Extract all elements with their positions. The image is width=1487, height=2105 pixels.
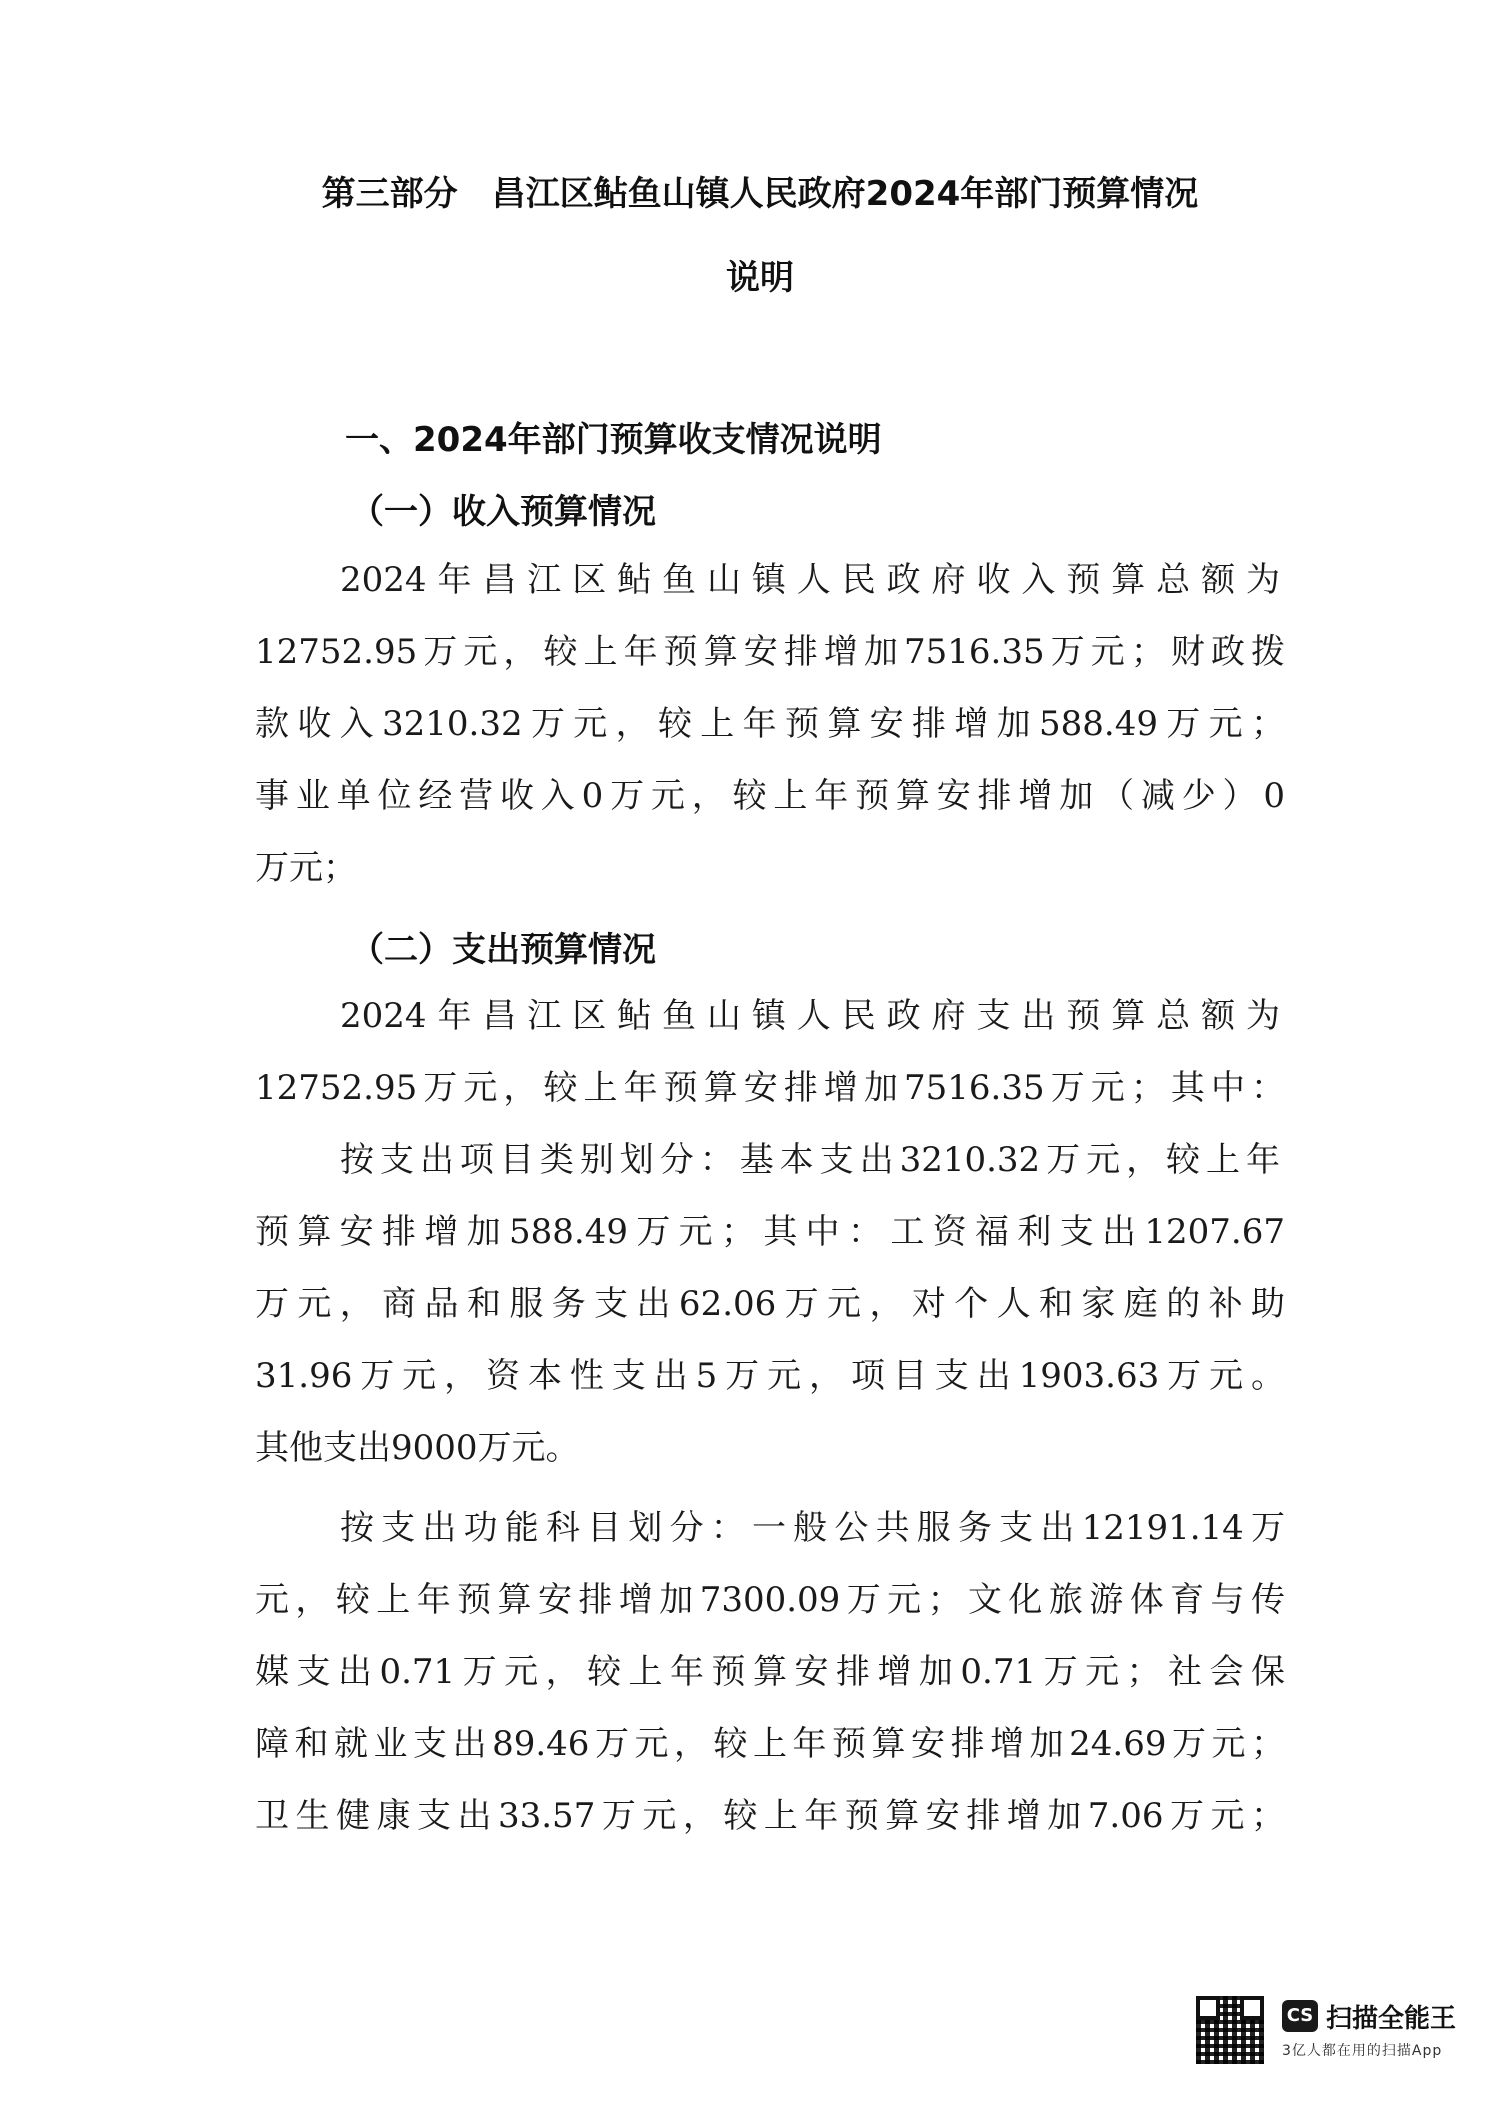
page-title-line2: 说明 xyxy=(726,258,794,298)
expense-line: 2024年昌江区鲇鱼山镇人民政府支出预算总额为 xyxy=(340,996,1280,1036)
expense-line: 元，较上年预算安排增加7300.09万元；文化旅游体育与传 xyxy=(255,1580,1285,1620)
expense-line: 其他支出9000万元。 xyxy=(255,1428,580,1468)
expense-line: 媒支出0.71万元，较上年预算安排增加0.71万元；社会保 xyxy=(255,1652,1285,1692)
expense-line: 31.96万元，资本性支出5万元，项目支出1903.63万元。 xyxy=(255,1356,1285,1396)
income-line: 事业单位经营收入0万元，较上年预算安排增加（减少）0 xyxy=(255,776,1285,816)
expense-line: 万元，商品和服务支出62.06万元，对个人和家庭的补助 xyxy=(255,1284,1285,1324)
section-heading: 一、2024年部门预算收支情况说明 xyxy=(345,420,882,460)
expense-line: 按支出项目类别划分：基本支出3210.32万元，较上年 xyxy=(340,1140,1280,1180)
income-line: 万元； xyxy=(255,848,357,888)
income-line: 12752.95万元，较上年预算安排增加7516.35万元；财政拨 xyxy=(255,632,1285,672)
scanner-brand: 扫描全能王 xyxy=(1326,2004,1457,2034)
cs-logo-icon: CS xyxy=(1282,2000,1318,2032)
qr-code-icon xyxy=(1196,1996,1264,2064)
expense-subheading: （二）支出预算情况 xyxy=(350,930,656,970)
income-subheading: （一）收入预算情况 xyxy=(350,492,656,532)
expense-line: 障和就业支出89.46万元，较上年预算安排增加24.69万元； xyxy=(255,1724,1285,1764)
expense-line: 12752.95万元，较上年预算安排增加7516.35万元；其中： xyxy=(255,1068,1285,1108)
income-line: 款收入3210.32万元，较上年预算安排增加588.49万元； xyxy=(255,704,1285,744)
expense-line: 按支出功能科目划分：一般公共服务支出12191.14万 xyxy=(340,1508,1285,1548)
scanner-tagline: 3亿人都在用的扫描App xyxy=(1282,2043,1443,2059)
page-title-line1: 第三部分 昌江区鲇鱼山镇人民政府2024年部门预算情况 xyxy=(321,174,1199,214)
income-line: 2024年昌江区鲇鱼山镇人民政府收入预算总额为 xyxy=(340,560,1280,600)
expense-line: 卫生健康支出33.57万元，较上年预算安排增加7.06万元； xyxy=(255,1796,1285,1836)
expense-line: 预算安排增加588.49万元；其中：工资福利支出1207.67 xyxy=(255,1212,1285,1252)
